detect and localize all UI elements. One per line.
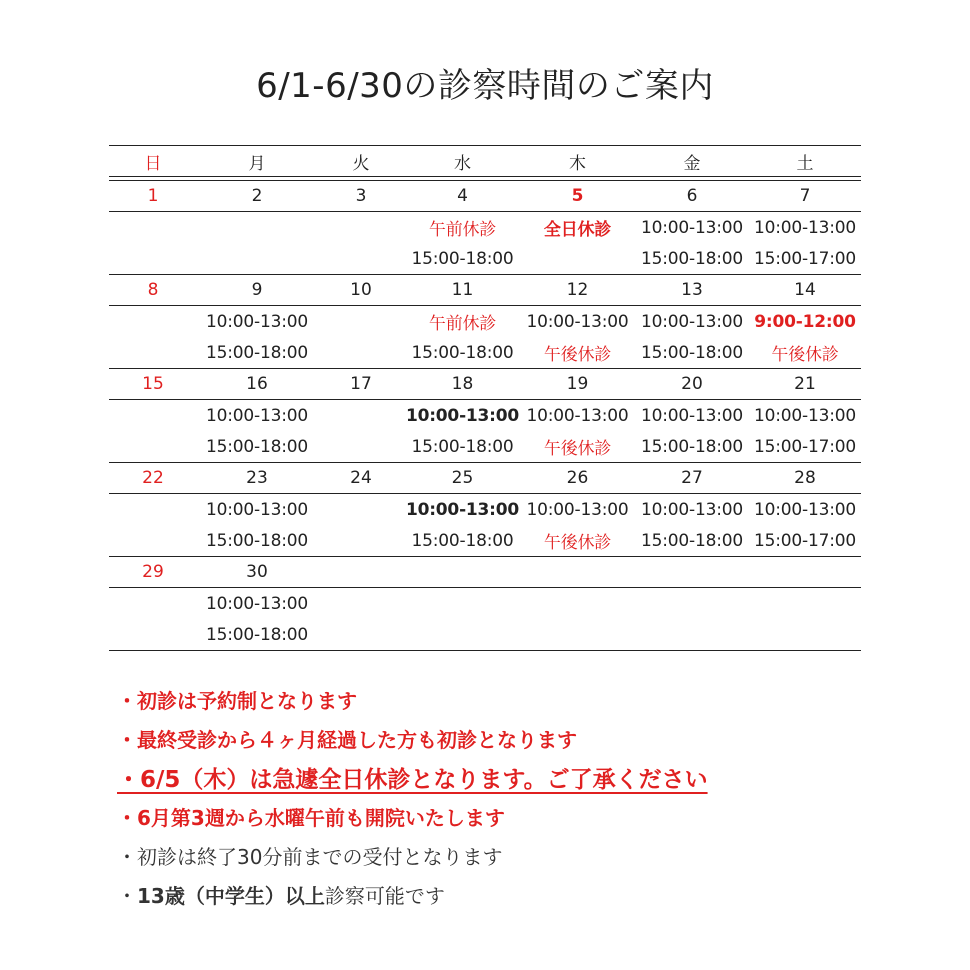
date-cell: 28 <box>794 468 816 488</box>
hours-cell: 15:00-17:00 <box>754 530 856 551</box>
hours-cell: 午前休診 <box>428 314 497 334</box>
hours-cell: 15:00-17:00 <box>754 248 856 269</box>
date-cell: 13 <box>681 280 703 300</box>
date-cell: 18 <box>451 374 474 394</box>
hours-cell <box>109 431 197 462</box>
week-1-am <box>109 212 861 243</box>
hours-cell <box>317 400 405 431</box>
hours-cell <box>749 619 861 650</box>
weekday-sun: 日 <box>144 153 162 174</box>
week-4-dates <box>109 462 861 494</box>
date-cell <box>405 557 520 587</box>
weekday-tue: 火 <box>352 153 370 174</box>
hours-cell: 10:00-13:00 <box>641 311 743 332</box>
hours-cell: 10:00-13:00 <box>526 499 629 520</box>
hours-cell: 15:00-18:00 <box>411 342 514 363</box>
hours-cell <box>520 588 635 619</box>
hours-cell: 15:00-18:00 <box>206 624 308 645</box>
week-1-pm <box>109 243 861 274</box>
hours-cell: 午後休診 <box>543 533 612 553</box>
date-cell: 20 <box>681 374 703 394</box>
hours-cell: 15:00-17:00 <box>754 436 856 457</box>
hours-cell: 15:00-18:00 <box>411 436 514 457</box>
date-cell: 19 <box>566 374 589 394</box>
hours-cell: 15:00-18:00 <box>411 530 514 551</box>
bullet: ・ <box>117 884 137 908</box>
week-4-am <box>109 494 861 525</box>
week-1-dates <box>109 180 861 212</box>
weekday-fri: 金 <box>683 153 701 174</box>
hours-cell: 10:00-13:00 <box>206 405 308 426</box>
hours-cell <box>109 212 197 243</box>
notice-list <box>117 680 708 914</box>
date-cell-closed: 5 <box>571 186 584 206</box>
date-cell: 29 <box>142 562 164 582</box>
date-cell: 27 <box>681 468 703 488</box>
hours-cell <box>520 619 635 650</box>
hours-cell: 10:00-13:00 <box>526 311 629 332</box>
week-3-dates <box>109 368 861 400</box>
hours-cell: 15:00-18:00 <box>641 248 743 269</box>
hours-cell <box>520 243 635 274</box>
hours-cell <box>109 588 197 619</box>
hours-cell: 15:00-18:00 <box>411 248 514 269</box>
notice-reception-deadline: ・初診は終了30分前までの受付となります <box>117 845 503 869</box>
hours-cell <box>749 588 861 619</box>
week-5-am <box>109 588 861 619</box>
table-bottom-rule <box>109 650 861 651</box>
hours-cell <box>317 337 405 368</box>
hours-cell <box>109 619 197 650</box>
hours-cell: 10:00-13:00 <box>206 311 308 332</box>
date-cell: 21 <box>794 374 816 394</box>
hours-cell: 10:00-13:00 <box>206 499 308 520</box>
hours-cell: 15:00-18:00 <box>641 342 743 363</box>
hours-cell <box>317 494 405 525</box>
date-cell: 24 <box>350 468 372 488</box>
hours-cell <box>109 337 197 368</box>
age-limit-rest: 診察可能です <box>324 884 445 908</box>
notice-age-limit <box>117 875 708 914</box>
hours-cell <box>197 212 317 243</box>
hours-cell <box>109 494 197 525</box>
hours-cell <box>317 619 405 650</box>
date-cell: 30 <box>246 562 268 582</box>
weekday-wed: 水 <box>454 153 471 174</box>
hours-cell: 10:00-13:00 <box>206 593 308 614</box>
weekday-mon: 月 <box>248 153 266 174</box>
notice-four-months: ・最終受診から４ヶ月経過した方も初診となります <box>117 728 577 752</box>
date-cell: 6 <box>686 186 698 206</box>
date-cell: 25 <box>451 468 474 488</box>
weekday-header <box>109 145 861 177</box>
week-5-pm <box>109 619 861 650</box>
hours-cell <box>317 525 405 556</box>
date-cell: 17 <box>350 374 372 394</box>
date-cell: 14 <box>794 280 816 300</box>
age-limit-bold: 13歳（中学生）以上 <box>137 884 325 908</box>
hours-cell <box>197 243 317 274</box>
hours-cell: 9:00-12:00 <box>754 311 856 332</box>
hours-cell <box>635 588 749 619</box>
hours-cell: 15:00-18:00 <box>206 530 308 551</box>
hours-cell: 10:00-13:00 <box>754 499 856 520</box>
date-cell: 12 <box>566 280 589 300</box>
date-cell: 15 <box>142 374 164 394</box>
hours-cell: 10:00-13:00 <box>641 499 743 520</box>
hours-cell: 15:00-18:00 <box>641 436 743 457</box>
week-3-pm <box>109 431 861 462</box>
date-cell <box>749 557 861 587</box>
hours-cell <box>405 588 520 619</box>
date-cell <box>635 557 749 587</box>
date-cell <box>520 557 635 587</box>
week-2-am <box>109 306 861 337</box>
date-cell: 3 <box>355 186 367 206</box>
notice-first-visit-reservation: ・初診は予約制となります <box>117 689 357 713</box>
hours-cell: 10:00-13:00 <box>754 405 856 426</box>
date-cell: 10 <box>350 280 372 300</box>
hours-cell <box>317 306 405 337</box>
notice-wednesday-morning: ・6月第3週から水曜午前も開院いたします <box>117 806 505 830</box>
date-cell <box>317 557 405 587</box>
hours-cell: 午後休診 <box>771 345 839 365</box>
date-cell: 2 <box>251 186 263 206</box>
date-cell: 26 <box>566 468 589 488</box>
date-cell: 4 <box>457 186 468 206</box>
week-3-am <box>109 400 861 431</box>
schedule-calendar <box>109 145 861 651</box>
week-4-pm <box>109 525 861 556</box>
hours-cell: 10:00-13:00 <box>754 217 856 238</box>
hours-cell: 午前休診 <box>428 220 497 240</box>
hours-cell <box>109 525 197 556</box>
hours-cell <box>317 588 405 619</box>
hours-cell: 午後休診 <box>543 439 612 459</box>
week-2-dates <box>109 274 861 306</box>
hours-cell <box>317 431 405 462</box>
date-cell: 16 <box>246 374 268 394</box>
date-cell: 1 <box>147 186 159 206</box>
date-cell: 22 <box>142 468 164 488</box>
date-cell: 9 <box>251 280 263 300</box>
week-2-pm <box>109 337 861 368</box>
hours-cell: 15:00-18:00 <box>206 436 308 457</box>
hours-cell <box>109 306 197 337</box>
weekday-thu: 木 <box>569 153 586 174</box>
hours-cell <box>317 243 405 274</box>
hours-cell <box>317 212 405 243</box>
notice-closure-june-5: ・6/5（木）は急遽全日休診となります。ご了承ください <box>117 767 708 793</box>
hours-cell <box>109 243 197 274</box>
hours-cell: 10:00-13:00 <box>641 217 743 238</box>
hours-cell: 10:00-13:00 <box>526 405 629 426</box>
date-cell: 11 <box>451 280 474 300</box>
hours-cell: 15:00-18:00 <box>641 530 743 551</box>
hours-cell: 10:00-13:00 <box>641 405 743 426</box>
hours-cell: 10:00-13:00 <box>405 499 520 520</box>
hours-cell: 10:00-13:00 <box>405 405 520 426</box>
page-title: 6/1-6/30の診察時間のご案内 <box>256 66 714 106</box>
hours-cell: 全日休診 <box>543 220 612 240</box>
date-cell: 7 <box>799 186 811 206</box>
hours-cell <box>109 400 197 431</box>
week-5-dates <box>109 556 861 588</box>
hours-cell: 15:00-18:00 <box>206 342 308 363</box>
date-cell: 23 <box>246 468 268 488</box>
date-cell: 8 <box>147 280 159 300</box>
hours-cell <box>635 619 749 650</box>
hours-cell: 午後休診 <box>543 345 612 365</box>
hours-cell <box>405 619 520 650</box>
weekday-sat: 土 <box>796 153 814 174</box>
